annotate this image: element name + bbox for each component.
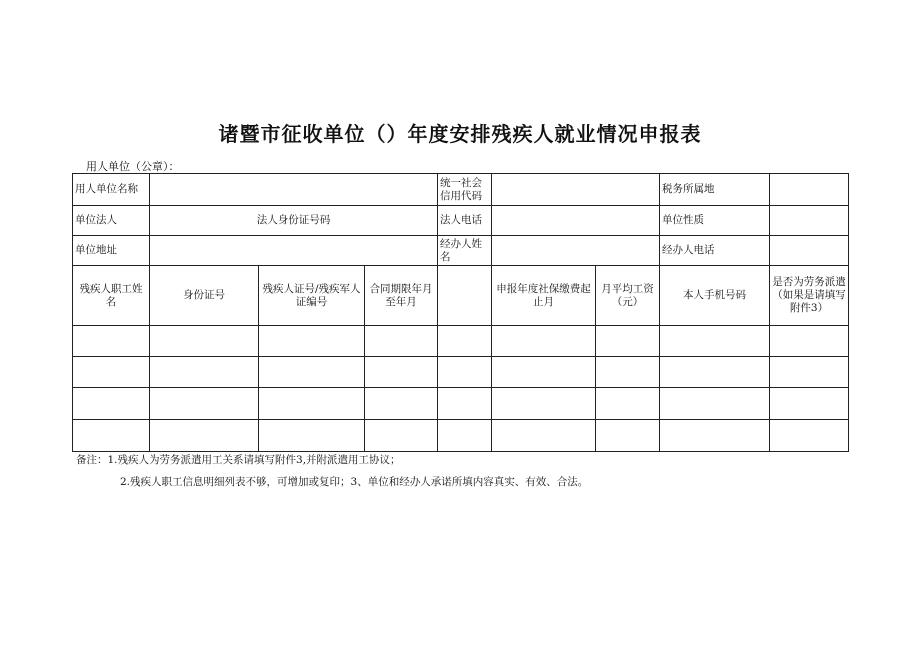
table-cell[interactable] <box>365 420 438 452</box>
info-row <box>73 236 849 266</box>
table-cell[interactable] <box>365 357 438 388</box>
info-value-field[interactable] <box>770 236 849 266</box>
table-cell[interactable] <box>660 388 770 420</box>
info-label: 用人单位名称 <box>73 174 150 206</box>
table-cell[interactable] <box>596 326 660 357</box>
info-row <box>73 174 849 206</box>
table-cell[interactable] <box>365 388 438 420</box>
column-header: 合同期限年月至年月 <box>365 266 438 326</box>
info-label: 单位法人 <box>73 206 150 236</box>
table-cell[interactable] <box>492 420 596 452</box>
column-header: 是否为劳务派遣（如果是请填写附件3） <box>770 266 849 326</box>
column-header-row <box>73 266 849 326</box>
legal-id-label: 法人身份证号码 <box>150 206 438 236</box>
info-value-field[interactable] <box>150 236 438 266</box>
table-cell[interactable] <box>259 357 365 388</box>
column-header: 月平均工资（元） <box>596 266 660 326</box>
table-cell[interactable] <box>73 357 150 388</box>
column-header: 身份证号 <box>150 266 259 326</box>
table-cell[interactable] <box>438 420 492 452</box>
table-cell[interactable] <box>492 326 596 357</box>
info-label: 税务所属地 <box>660 174 770 206</box>
table-cell[interactable] <box>73 388 150 420</box>
table-row <box>73 420 849 452</box>
table-cell[interactable] <box>259 420 365 452</box>
table-cell[interactable] <box>259 388 365 420</box>
table-cell[interactable] <box>492 357 596 388</box>
table-cell[interactable] <box>596 420 660 452</box>
table-cell[interactable] <box>660 326 770 357</box>
table-cell[interactable] <box>438 326 492 357</box>
note-line-1: 备注：1.残疾人为劳务派遣用工关系请填写附件3,并附派遣用工协议； <box>76 454 401 466</box>
info-label: 法人电话 <box>438 206 492 236</box>
column-header: 残疾人证号/残疾军人证编号 <box>259 266 365 326</box>
table-cell[interactable] <box>596 357 660 388</box>
info-label: 单位性质 <box>660 206 770 236</box>
table-cell[interactable] <box>492 388 596 420</box>
declaration-table <box>72 173 849 452</box>
table-cell[interactable] <box>259 326 365 357</box>
table-cell[interactable] <box>150 420 259 452</box>
table-row <box>73 357 849 388</box>
info-label: 单位地址 <box>73 236 150 266</box>
table-row <box>73 388 849 420</box>
table-cell[interactable] <box>770 388 849 420</box>
employer-stamp-label: 用人单位（公章）： <box>86 160 180 173</box>
info-label: 经办人电话 <box>660 236 770 266</box>
column-header: 残疾人职工姓名 <box>73 266 150 326</box>
table-cell[interactable] <box>596 388 660 420</box>
column-header: 申报年度社保缴费起止月 <box>492 266 596 326</box>
info-value-field[interactable] <box>492 174 660 206</box>
info-value-field[interactable] <box>492 206 660 236</box>
table-cell[interactable] <box>660 420 770 452</box>
table-cell[interactable] <box>770 326 849 357</box>
table-cell[interactable] <box>73 326 150 357</box>
note-line-2: 2.残疾人职工信息明细列表不够，可增加或复印；3、单位和经办人承诺所填内容真实、有效、合法。 <box>120 476 589 488</box>
table-cell[interactable] <box>73 420 150 452</box>
table-cell[interactable] <box>438 388 492 420</box>
table-row <box>73 326 849 357</box>
table-cell[interactable] <box>770 357 849 388</box>
info-value-field[interactable] <box>150 174 438 206</box>
info-row <box>73 206 849 236</box>
info-value-field[interactable] <box>770 206 849 236</box>
info-label: 经办人姓名 <box>438 236 492 266</box>
column-header: 本人手机号码 <box>660 266 770 326</box>
table-cell[interactable] <box>438 357 492 388</box>
column-header <box>438 266 492 326</box>
table-cell[interactable] <box>150 357 259 388</box>
info-label: 统一社会信用代码 <box>438 174 492 206</box>
form-title: 诸暨市征收单位（）年度安排残疾人就业情况申报表 <box>218 122 702 146</box>
info-value-field[interactable] <box>770 174 849 206</box>
table-cell[interactable] <box>660 357 770 388</box>
table-cell[interactable] <box>150 326 259 357</box>
table-cell[interactable] <box>150 388 259 420</box>
table-cell[interactable] <box>770 420 849 452</box>
table-cell[interactable] <box>365 326 438 357</box>
info-value-field[interactable] <box>492 236 660 266</box>
